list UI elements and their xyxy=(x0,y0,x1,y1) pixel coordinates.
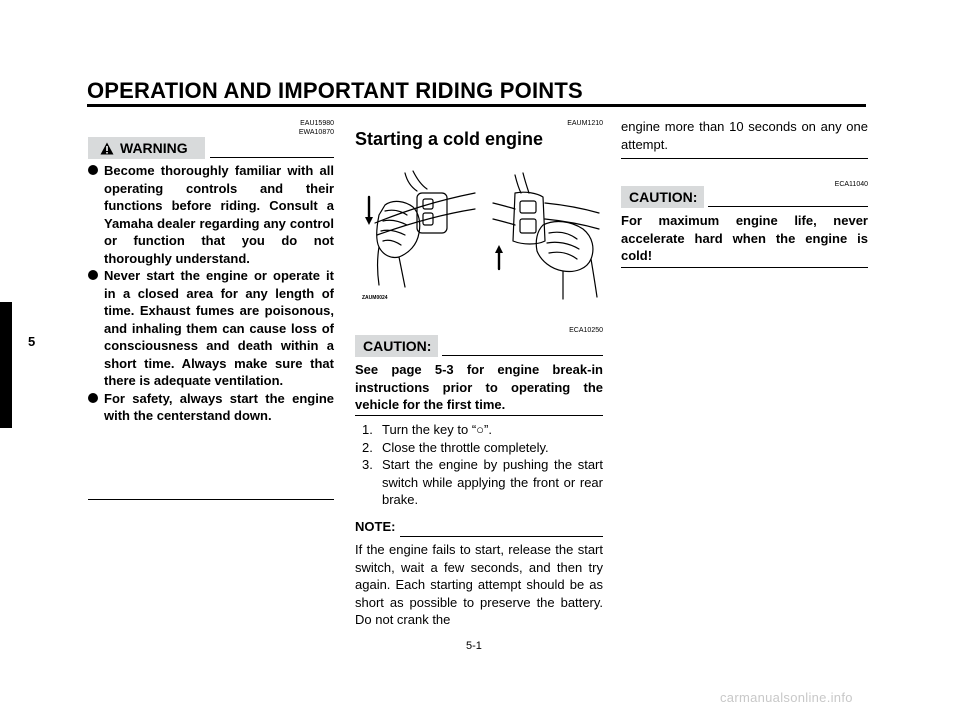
reference-code: ECA11040 xyxy=(834,181,868,188)
reference-code: EWA10870 xyxy=(298,129,334,136)
illustration-code: ZAUM0024 xyxy=(362,295,388,301)
section-rule xyxy=(621,158,868,159)
starting-engine-illustration xyxy=(365,163,601,303)
banner-rule xyxy=(708,206,868,207)
warning-label: WARNING xyxy=(120,140,188,156)
bullet-dot-icon xyxy=(88,393,98,403)
list-item: For safety, always start the engine with the centerstand down. xyxy=(88,390,334,425)
reference-code: ECA10250 xyxy=(569,327,603,334)
note-label: NOTE: xyxy=(355,519,396,534)
section-title: Starting a cold engine xyxy=(355,129,544,149)
watermark: carmanualsonline.info xyxy=(720,690,853,705)
caution-end-rule xyxy=(621,267,868,268)
note-rule xyxy=(400,536,603,537)
reference-code: EAUM1210 xyxy=(567,120,603,127)
caution-banner xyxy=(621,186,704,208)
caution-label: CAUTION: xyxy=(629,189,698,205)
page-number: 5-1 xyxy=(466,640,482,652)
page-header-title: OPERATION AND IMPORTANT RIDING POINTS xyxy=(87,78,583,103)
banner-rule xyxy=(210,157,334,158)
chapter-tab xyxy=(0,302,12,428)
list-item: Become thoroughly familiar with all operating controls and their functions before riding. Consult a Yamaha dealer regarding any control or function that you do not thoroughly understand. xyxy=(88,162,334,267)
warning-triangle-icon xyxy=(100,142,114,155)
list-item: 1. Turn the key to “○”. xyxy=(362,422,492,437)
steps-list xyxy=(355,421,603,509)
banner-rule xyxy=(442,355,603,356)
continued-text: engine more than 10 seconds on any one attempt. xyxy=(621,119,868,152)
note-text: If the engine fails to start, release the start switch, wait a few seconds, and then try again. Each starting attempt should be as short as possible to preserve the battery. Do not crank the xyxy=(355,542,603,627)
list-item: 2. Close the throttle completely. xyxy=(362,439,549,455)
caution-text: For maximum engine life, never accelerate hard when the engine is cold! xyxy=(621,213,868,263)
warning-end-rule xyxy=(88,499,334,500)
caution-label: CAUTION: xyxy=(363,338,432,354)
caution-end-rule xyxy=(355,415,603,416)
reference-code: EAU15980 xyxy=(300,120,334,127)
bullet-dot-icon xyxy=(88,270,98,280)
caution-banner xyxy=(355,335,438,357)
header-rule xyxy=(87,104,866,107)
caution-text: See page 5-3 for engine break-in instructions prior to operating the vehicle for the first time. xyxy=(355,362,603,412)
chapter-number: 5 xyxy=(28,334,36,349)
list-item: 3. Start the engine by pushing the start switch while applying the front or rear brake. xyxy=(362,457,603,507)
warning-bullet-list xyxy=(88,162,334,425)
list-item: Never start the engine or operate it in a closed area for any length of time. Exhaust fumes are poisonous, and inhaling them can cause loss of consciousness and death within a short time. Always make sure that there is adequate ventilation. xyxy=(88,267,334,390)
warning-banner xyxy=(88,137,205,159)
bullet-dot-icon xyxy=(88,165,98,175)
